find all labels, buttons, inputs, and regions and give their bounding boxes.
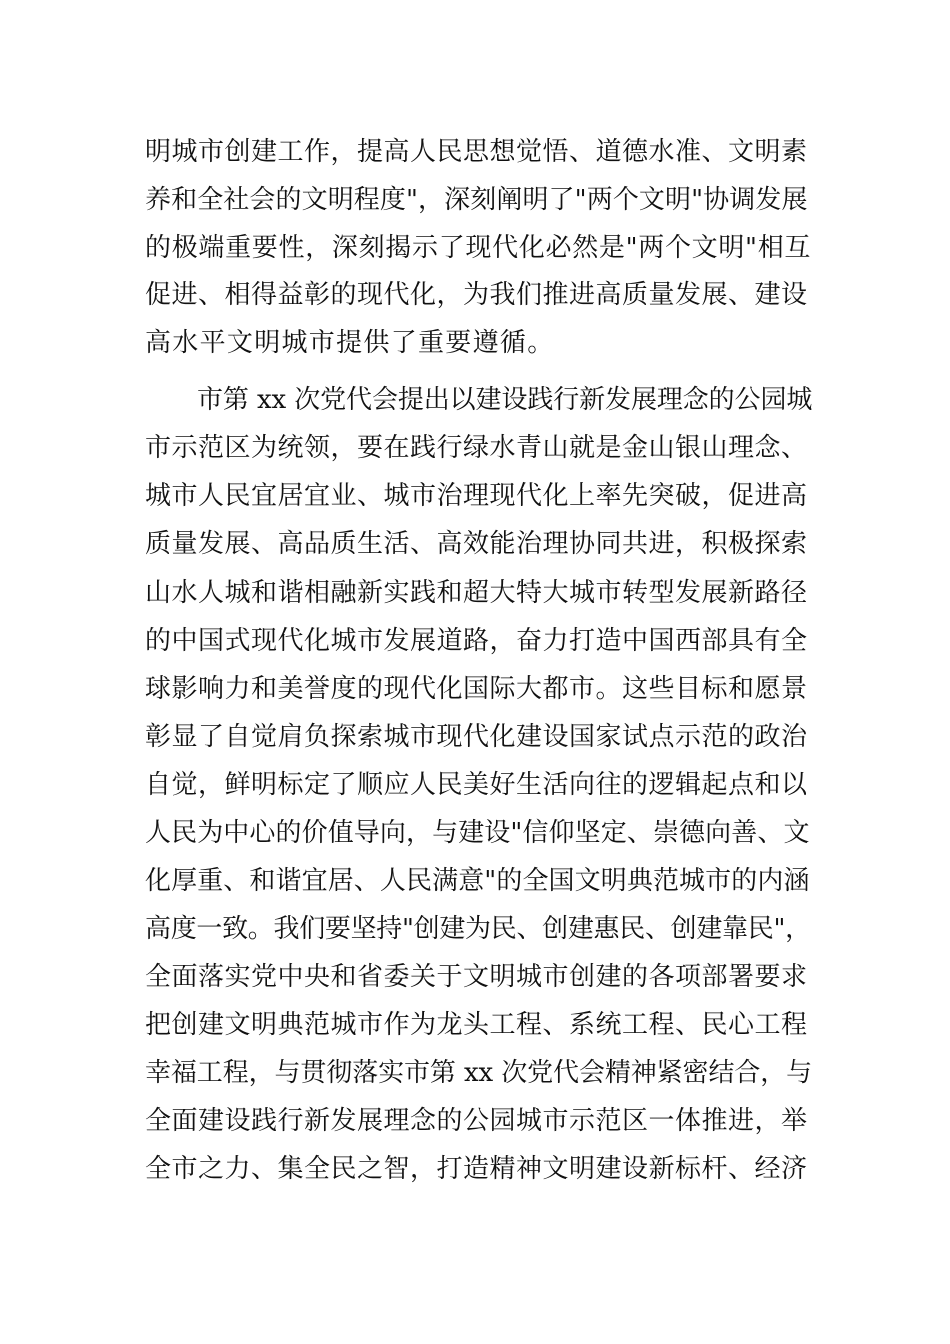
text-line: 的极端重要性，深刻揭示了现代化必然是"两个文明"相互	[145, 233, 812, 263]
text-line: 的中国式现代化城市发展道路，奋力打造中国西部具有全	[145, 626, 808, 656]
text-line: 明城市创建工作，提高人民思想觉悟、道德水准、文明素	[145, 137, 808, 167]
text-line: 养和全社会的文明程度"，深刻阐明了"两个文明"协调发展	[145, 185, 808, 215]
text-line: 把创建文明典范城市作为龙头工程、系统工程、民心工程	[145, 1010, 808, 1040]
text-line: 全市之力、集全民之智，打造精神文明建设新标杆、经济	[145, 1154, 808, 1184]
text-line: 人民为中心的价值导向，与建设"信仰坚定、崇德向善、文	[145, 818, 810, 848]
text-line: 市示范区为统领，要在践行绿水青山就是金山银山理念、	[145, 433, 808, 463]
text-line: 全面落实党中央和省委关于文明城市创建的各项部署要求	[145, 962, 808, 992]
text-line: 彰显了自觉肩负探索城市现代化建设国家试点示范的政治	[145, 722, 808, 752]
text-line: 高水平文明城市提供了重要遵循。	[145, 328, 555, 358]
text-line: 城市人民宜居宜业、城市治理现代化上率先突破，促进高	[145, 481, 808, 511]
text-line: 山水人城和谐相融新实践和超大特大城市转型发展新路径	[145, 578, 808, 608]
text-line: 幸福工程，与贯彻落实市第 xx 次党代会精神紧密结合，与	[145, 1058, 813, 1088]
text-line: 自觉，鲜明标定了顺应人民美好生活向往的逻辑起点和以	[145, 770, 808, 800]
text-line: 质量发展、高品质生活、高效能治理协同共进，积极探索	[145, 529, 808, 559]
text-line: 高度一致。我们要坚持"创建为民、创建惠民、创建靠民"，	[145, 914, 811, 944]
text-line: 促进、相得益彰的现代化，为我们推进高质量发展、建设	[145, 280, 808, 310]
text-line: 化厚重、和谐宜居、人民满意"的全国文明典范城市的内涵	[145, 866, 810, 896]
text-line: 市第 xx 次党代会提出以建设践行新发展理念的公园城	[197, 385, 813, 415]
text-line: 球影响力和美誉度的现代化国际大都市。这些目标和愿景	[145, 674, 808, 704]
text-line: 全面建设践行新发展理念的公园城市示范区一体推进，举	[145, 1106, 808, 1136]
